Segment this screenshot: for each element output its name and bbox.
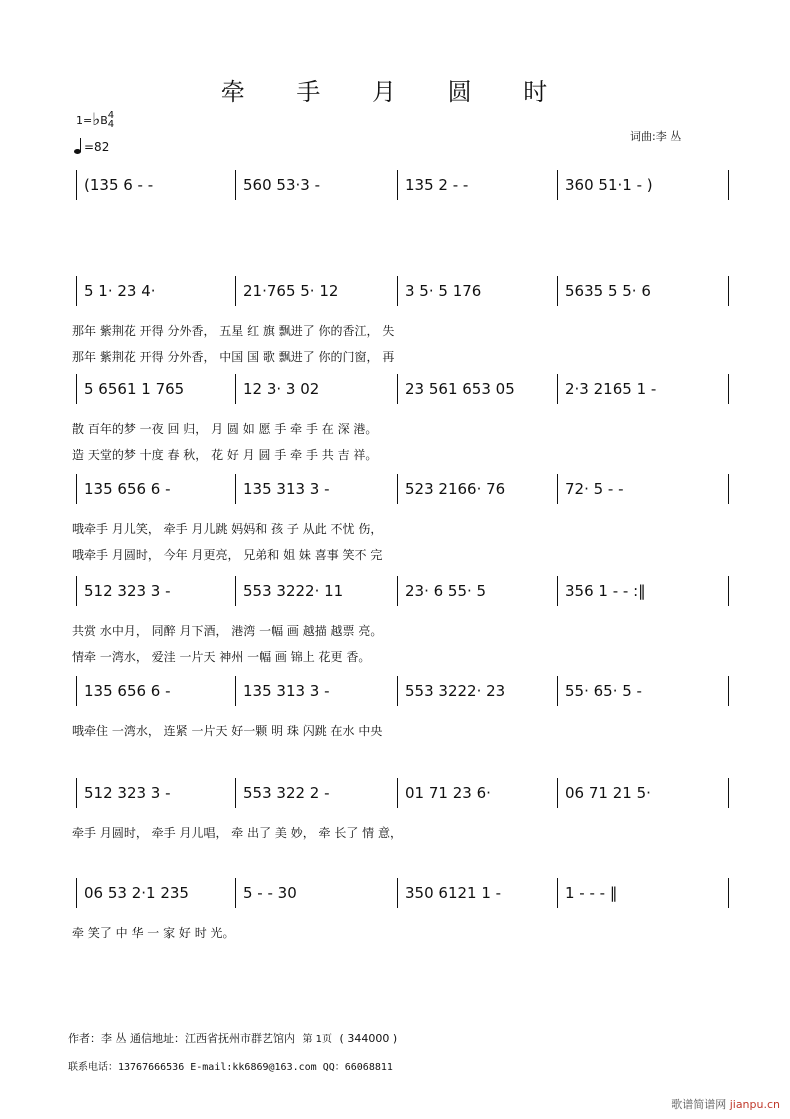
barline (397, 778, 398, 808)
measure-notes: 21·765 5· 12 (243, 282, 339, 300)
barline (728, 878, 729, 908)
barline (235, 878, 236, 908)
lyric-line: 那年 紫荆花 开得 分外香， 五星 红 旗 飘进了 你的香江， 失 (72, 324, 395, 338)
lyric-line: 哦牵手 月儿笑， 牵手 月儿跳 妈妈和 孩 子 从此 不忧 伤， (72, 522, 383, 536)
measure-notes: 135 656 6 - (84, 682, 171, 700)
quarter-note-icon (74, 138, 84, 154)
time-bottom: 4 (107, 119, 115, 130)
barline (76, 878, 77, 908)
measure-notes: 72· 5 - - (565, 480, 624, 498)
lyric-line: 哦牵住 一湾水， 连紧 一片天 好一颗 明 珠 闪跳 在水 中央 (72, 724, 383, 738)
barline (557, 778, 558, 808)
measure-notes: 135 313 3 - (243, 480, 330, 498)
barline (76, 576, 77, 606)
barline (76, 276, 77, 306)
barline (235, 276, 236, 306)
measure-notes: 1 - - - ‖ (565, 884, 618, 902)
barline (397, 878, 398, 908)
watermark (671, 1096, 780, 1112)
watermark-cn: 歌谱简谱网 (671, 1098, 727, 1111)
lyric-line: 那年 紫荆花 开得 分外香， 中国 国 歌 飘进了 你的门窗， 再 (72, 350, 395, 364)
lyric-line: 共赏 水中月， 同醉 月下酒， 港湾 一幅 画 越描 越票 亮。 (72, 624, 383, 638)
barline (235, 676, 236, 706)
score-title: 牵 手 月 圆 时 (220, 78, 570, 106)
footer-contact: 联系电话：13767666536 E-mail:kk6869@163.com QQ：66068811 (68, 1062, 393, 1073)
time-top: 4 (107, 110, 115, 121)
barline (728, 170, 729, 200)
measure-notes: 5 - - 30 (243, 884, 297, 902)
barline (235, 170, 236, 200)
barline (235, 374, 236, 404)
credit: 词曲:李 丛 (630, 130, 682, 143)
footer-line1 (68, 1030, 397, 1046)
tempo-marking (74, 138, 109, 154)
measure-notes: 360 51·1 - ) (565, 176, 653, 194)
barline (557, 374, 558, 404)
barline (557, 474, 558, 504)
measure-notes: 5635 5 5· 6 (565, 282, 651, 300)
lyric-line: 情牵 一湾水， 爱洼 一片天 神州 一幅 画 锦上 花更 香。 (72, 650, 371, 664)
measure-notes: 135 313 3 - (243, 682, 330, 700)
measure-notes: 512 323 3 - (84, 582, 171, 600)
barline (76, 170, 77, 200)
measure-notes: 5 1· 23 4· (84, 282, 156, 300)
barline (728, 676, 729, 706)
measure-notes: 12 3· 3 02 (243, 380, 320, 398)
measure-notes: 55· 65· 5 - (565, 682, 642, 700)
measure-notes: 23 561 653 05 (405, 380, 515, 398)
barline (235, 576, 236, 606)
measure-notes: 135 656 6 - (84, 480, 171, 498)
barline (728, 474, 729, 504)
measure-notes: 553 3222· 23 (405, 682, 506, 700)
measure-notes: 523 2166· 76 (405, 480, 506, 498)
barline (557, 170, 558, 200)
key-prefix: 1= (76, 114, 93, 127)
barline (76, 374, 77, 404)
barline (397, 374, 398, 404)
page-number: 第 1页 (302, 1034, 333, 1045)
measure-notes: 3 5· 5 176 (405, 282, 482, 300)
measure-notes: 512 323 3 - (84, 784, 171, 802)
measure-notes: 01 71 23 6· (405, 784, 491, 802)
barline (76, 676, 77, 706)
barline (76, 474, 77, 504)
measure-notes: (135 6 - - (84, 176, 154, 194)
lyric-line: 牵手 月圆时， 牵手 月儿唱， 牵 出了 美 妙， 牵 长了 情 意， (72, 826, 402, 840)
watermark-url: jianpu.cn (729, 1098, 780, 1111)
barline (728, 576, 729, 606)
key-signature (76, 110, 114, 130)
barline (557, 878, 558, 908)
tempo-value: =82 (84, 140, 110, 154)
lyric-line: 散 百年的梦 一夜 回 归， 月 圆 如 愿 手 牵 手 在 深 港。 (72, 422, 378, 436)
measure-notes: 350 6121 1 - (405, 884, 502, 902)
barline (397, 474, 398, 504)
measure-notes: 5 6561 1 765 (84, 380, 185, 398)
measure-notes: 2·3 2165 1 - (565, 380, 657, 398)
footer-author-address: 作者：李 丛 通信地址：江西省抚州市群艺馆内 (68, 1032, 295, 1045)
time-signature (108, 111, 114, 129)
barline (397, 276, 398, 306)
barline (728, 276, 729, 306)
barline (397, 676, 398, 706)
lyric-line: 牵 笑了 中 华 一 家 好 时 光。 (72, 926, 235, 940)
measure-notes: 23· 6 55· 5 (405, 582, 487, 600)
barline (397, 576, 398, 606)
measure-notes: 356 1 - - :‖ (565, 582, 646, 600)
barline (557, 276, 558, 306)
measure-notes: 135 2 - - (405, 176, 469, 194)
measure-notes: 553 3222· 11 (243, 582, 344, 600)
barline (235, 474, 236, 504)
barline (235, 778, 236, 808)
measure-notes: 06 71 21 5· (565, 784, 651, 802)
measure-notes: 06 53 2·1 235 (84, 884, 189, 902)
barline (557, 576, 558, 606)
measure-notes: 553 322 2 - (243, 784, 330, 802)
zip-code: ( 344000 ) (339, 1032, 398, 1045)
barline (557, 676, 558, 706)
key-note: B (100, 114, 108, 127)
lyric-line: 哦牵手 月圆时， 今年 月更亮， 兄弟和 姐 妹 喜事 笑不 完 (72, 548, 383, 562)
barline (728, 778, 729, 808)
measure-notes: 560 53·3 - (243, 176, 320, 194)
flat-icon: ♭ (92, 110, 101, 130)
barline (397, 170, 398, 200)
lyric-line: 造 天堂的梦 十度 春 秋， 花 好 月 圆 手 牵 手 共 吉 祥。 (72, 448, 378, 462)
barline (728, 374, 729, 404)
barline (76, 778, 77, 808)
